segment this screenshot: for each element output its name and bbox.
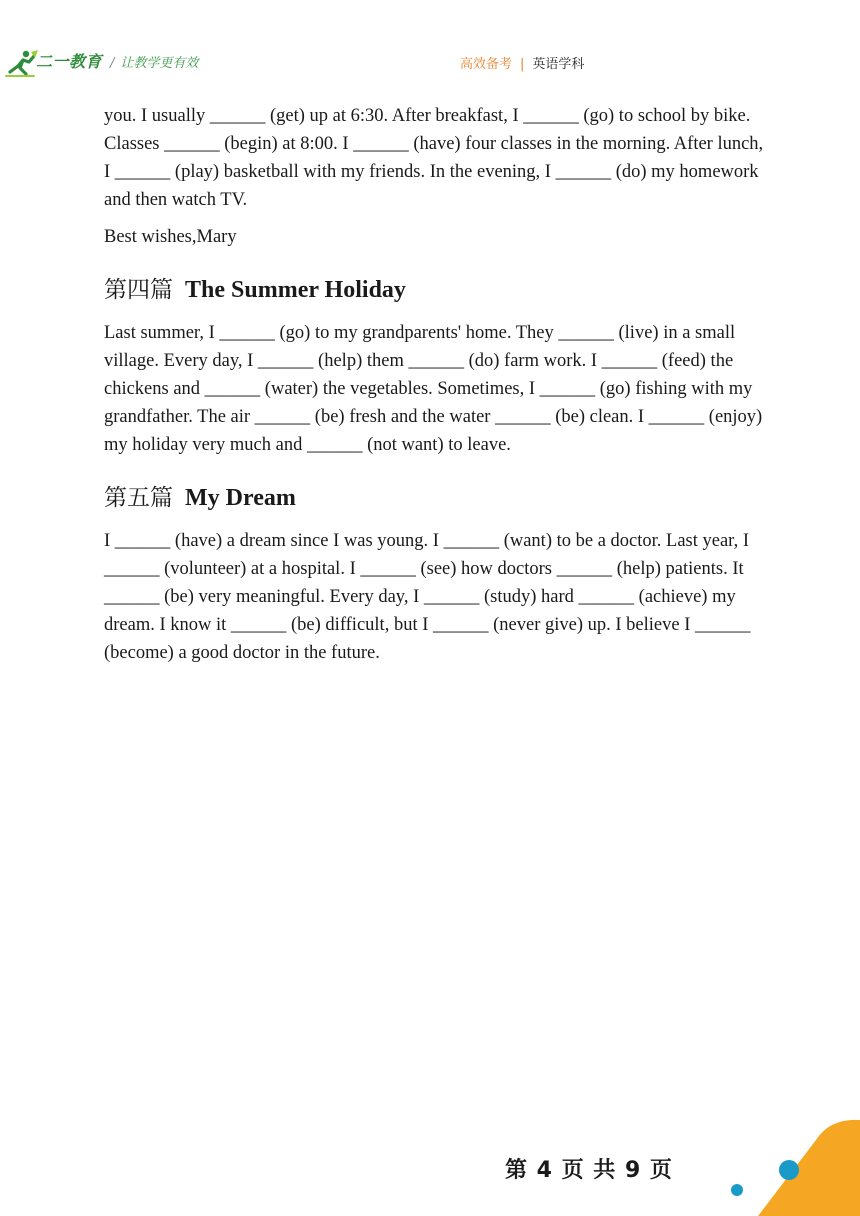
section-number: 第五篇 — [104, 485, 173, 511]
header-subject-info — [460, 53, 584, 72]
section-paragraph: I ______ (have) a dream since I was young. I ______ (want) to be a doctor. Last year, I ______ (volunteer) at a hospital. I ______ (see) how doctors ______ (help) patients. It ______ (be) very meaningful. Every day, I ______ (study) hard ______ (achieve) my dream. I know it ______ (be) difficult, but I ______ (never give) up. I believe I ______ (become) a good doctor in the future. — [104, 531, 751, 663]
section-title: My Dream — [185, 485, 296, 511]
header-category: 高效备考 — [460, 57, 513, 72]
header-slogan: / 让教学更有效 — [110, 56, 199, 71]
header-separator: | — [520, 57, 525, 72]
letter-signoff: Best wishes,Mary — [104, 227, 237, 247]
logo-text: 二一教育 — [36, 52, 103, 71]
section-heading-4 — [104, 275, 764, 305]
page-number: 第 4 页 共 9 页 — [505, 1158, 673, 1183]
slogan-text: 让教学更有效 — [120, 56, 199, 71]
document-body — [104, 102, 764, 667]
page-header — [0, 40, 860, 86]
letter-paragraph: you. I usually ______ (get) up at 6:30. After breakfast, I ______ (go) to school by bike. Classes ______ (begin) at 8:00. I ______ (have) four classes in the morning. After lunch, I ______ (play) basketball with my friends. In the evening, I ______ (do) my homework and then watch TV. — [104, 106, 764, 210]
section-title: The Summer Holiday — [185, 277, 406, 303]
header-subject: 英语学科 — [532, 57, 585, 72]
section-paragraph: Last summer, I ______ (go) to my grandparents' home. They ______ (live) in a small village. Every day, I ______ (help) them ______ (do) farm work. I ______ (feed) the chickens and ______ (water) the vegetables. Sometimes, I ______ (go) fishing with my grandfather. The air ______ (be) fresh and the water ______ (be) clean. I ______ (enjoy) my holiday very much and ______ (not want) to leave. — [104, 323, 763, 455]
section-number: 第四篇 — [104, 277, 173, 303]
corner-decoration — [720, 1110, 860, 1216]
section-heading-5 — [104, 483, 764, 513]
